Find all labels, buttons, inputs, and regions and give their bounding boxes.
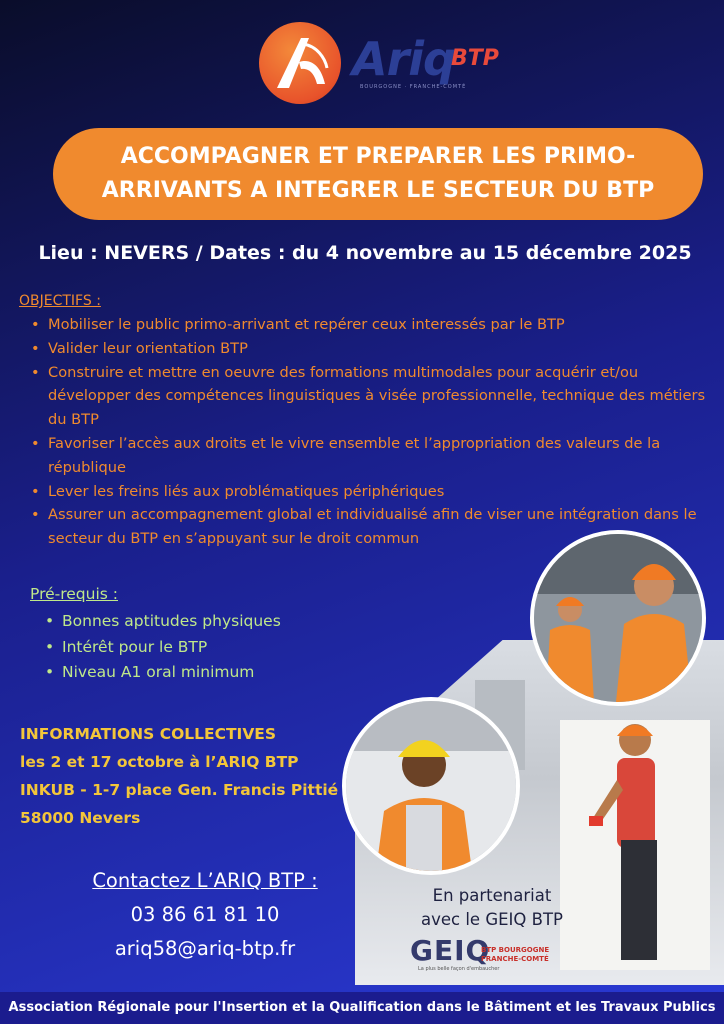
page-title: ACCOMPAGNER ET PREPARER LES PRIMO-ARRIVANTS A INTEGRER LE SECTEUR DU BTP [101,144,655,203]
title-banner [53,128,703,220]
workers-illustration [534,534,702,702]
list-item: • Valider leur orientation BTP [30,337,710,361]
geiq-sub-line1: BTP BOURGOGNE [481,946,550,954]
logo-a-icon [259,22,341,104]
list-item: • Lever les freins liés aux problématiques périphériques [30,480,710,504]
contact-email[interactable]: ariq58@ariq-btp.fr [114,937,296,960]
objectives-heading: OBJECTIFS : [19,293,101,309]
info-dates: les 2 et 17 octobre à l’ARIQ BTP [20,753,299,771]
smiling-worker-illustration [346,701,516,871]
info-heading: INFORMATIONS COLLECTIVES [20,725,277,743]
list-item: • Bonnes aptitudes physiques [44,609,281,635]
logo-subtitle: BOURGOGNE · FRANCHE-COMTÉ [360,84,467,90]
list-item: • Intérêt pour le BTP [44,635,281,661]
list-item: • Mobiliser le public primo-arrivant et repérer ceux interessés par le BTP [30,313,710,337]
partner-line2: avec le GEIQ BTP [421,910,563,929]
list-item: • Niveau A1 oral minimum [44,660,281,686]
objectives-list [30,313,710,551]
geiq-logo: GEIQ [410,934,491,967]
partner-line1: En partenariat [432,886,552,905]
logo-word: Ariq [352,32,455,86]
geiq-tagline: La plus belle façon d'embaucher [418,966,500,972]
contact-heading: Contactez L’ARIQ BTP : [92,869,318,892]
footer: Association Régionale pour l'Insertion et la Qualification dans le Bâtiment et les Travaux Publics [0,992,724,1024]
list-item: • Construire et mettre en oeuvre des formations multimodales pour acquérir et/ou développer des compétences linguistiques à visée professionnelle, technique des métiers du BTP [30,361,710,432]
info-city: 58000 Nevers [20,809,141,827]
info-sessions [20,720,338,832]
smiling-worker-circle [342,697,520,875]
geiq-logo-subtitle [481,946,549,964]
info-address: INKUB - 1-7 place Gen. Francis Pittié [20,781,339,799]
prerequisites-list [44,609,281,686]
list-item: • Favoriser l’accès aux droits et le vivre ensemble et l’appropriation des valeurs de la république [30,432,710,480]
contact-phone[interactable]: 03 86 61 81 10 [130,903,280,926]
contact-block [45,864,365,966]
partner-text [392,884,592,932]
list-item: • Assurer un accompagnement global et individualisé afin de viser une intégration dans le secteur du BTP en s’appuyant sur le droit commun [30,503,710,551]
ariq-logo-mark [259,22,341,104]
location-dates: Lieu : NEVERS / Dates : du 4 novembre au 15 décembre 2025 [38,242,692,264]
geiq-sub-line2: FRANCHE-COMTÉ [481,955,549,963]
prerequisites-heading: Pré-requis : [30,585,118,603]
logo-btp: BTP [451,46,499,71]
workers-photo-circle [530,530,706,706]
